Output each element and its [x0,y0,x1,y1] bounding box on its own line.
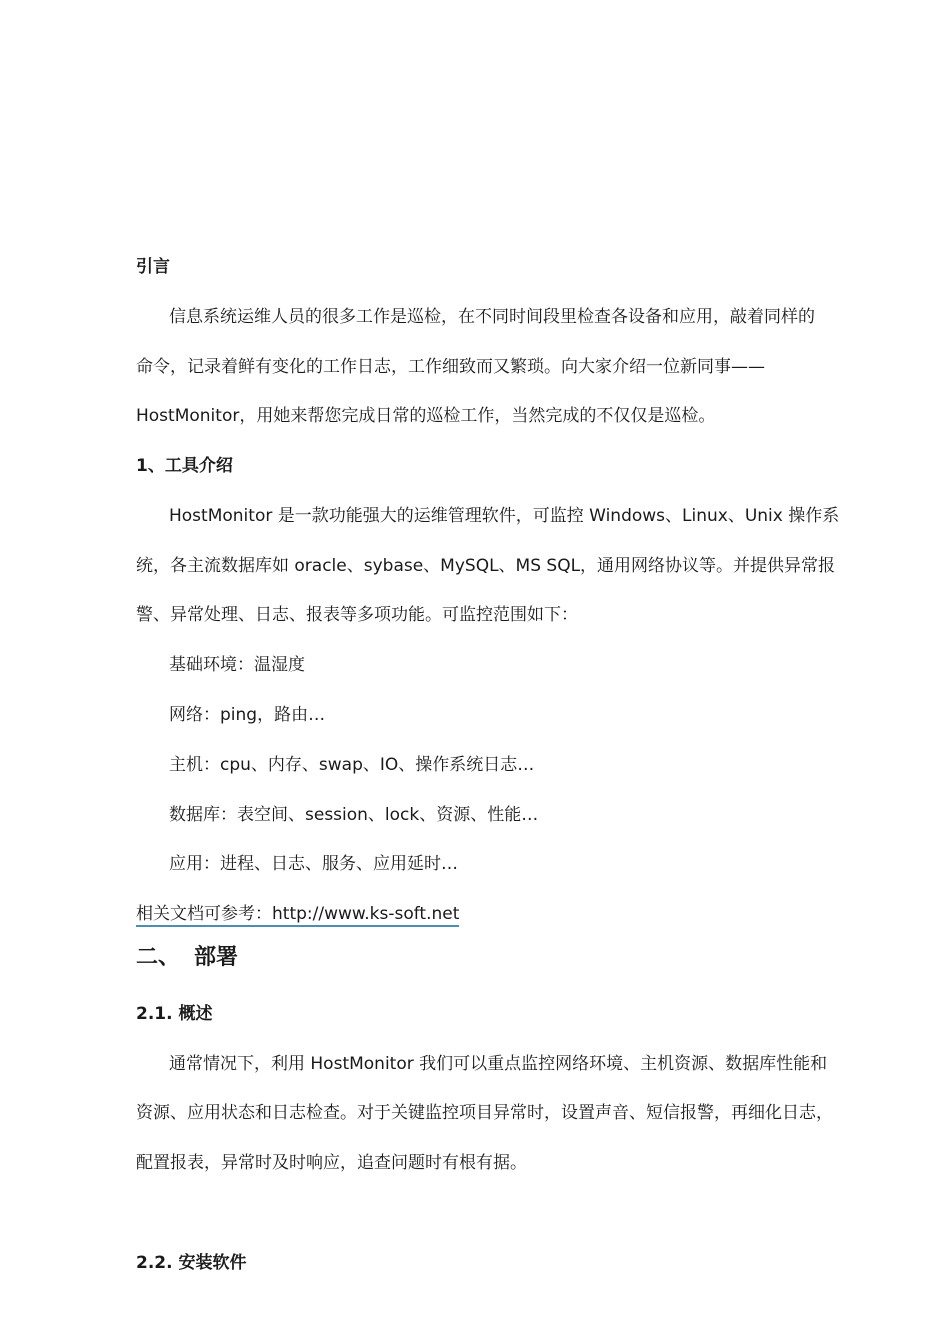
intro-paragraph-line-1: 信息系统运维人员的很多工作是巡检，在不同时间段里检查各设备和应用，敲着同样的 [169,307,815,327]
section-heading-deploy [136,944,238,972]
overview-heading: 2.1. 概述 [136,1004,213,1024]
intro-paragraph-line-2: 命令，记录着鲜有变化的工作日志，工作细致而又繁琐。向大家介绍一位新同事—— [136,357,765,377]
tools-heading: 1、工具介绍 [136,456,233,476]
scope-item-environment: 基础环境：温湿度 [169,655,305,675]
intro-paragraph-line-3: HostMonitor，用她来帮您完成日常的巡检工作，当然完成的不仅仅是巡检。 [136,406,716,426]
section-number: 二、 [136,945,181,970]
scope-item-application: 应用：进程、日志、服务、应用延时… [169,854,458,874]
section-title: 部署 [194,945,239,970]
intro-heading: 引言 [136,257,170,277]
scope-item-host: 主机：cpu、内存、swap、IO、操作系统日志… [169,755,535,775]
overview-paragraph-line-3: 配置报表，异常时及时响应，追查问题时有根有据。 [136,1153,527,1173]
install-heading: 2.2. 安装软件 [136,1253,247,1273]
tools-paragraph-line-1: HostMonitor 是一款功能强大的运维管理软件，可监控 Windows、Linux、Unix 操作系 [169,506,840,526]
reference-link[interactable]: 相关文档可参考：http://www.ks-soft.net [136,904,459,927]
scope-item-database: 数据库：表空间、session、lock、资源、性能… [169,805,539,825]
tools-paragraph-line-3: 警、异常处理、日志、报表等多项功能。可监控范围如下： [136,605,578,625]
tools-paragraph-line-2: 统，各主流数据库如 oracle、sybase、MySQL、MS SQL，通用网络协议等。并提供异常报 [136,556,836,576]
overview-paragraph-line-1: 通常情况下，利用 HostMonitor 我们可以重点监控网络环境、主机资源、数据库性能和 [169,1054,828,1074]
overview-paragraph-line-2: 资源、应用状态和日志检查。对于关键监控项目异常时，设置声音、短信报警，再细化日志， [136,1103,833,1123]
scope-item-network: 网络：ping，路由… [169,705,326,725]
reference-link-line[interactable] [136,903,459,925]
